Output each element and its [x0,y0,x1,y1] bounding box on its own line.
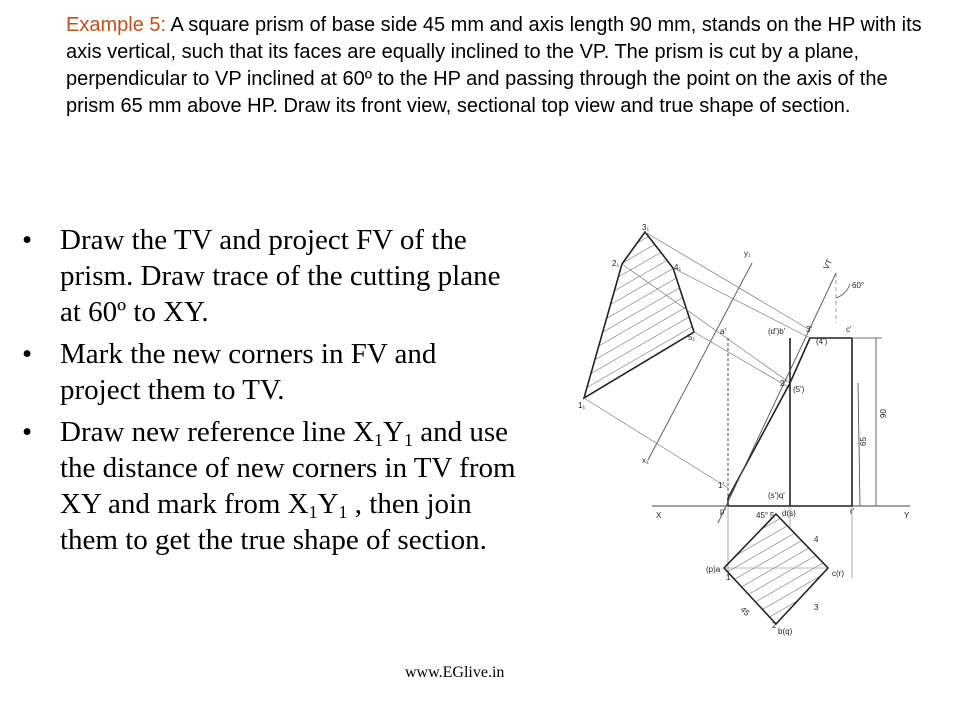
label-d-b-prime: (d')b' [768,327,786,336]
bullet-marker: • [22,338,33,370]
front-view [728,338,852,506]
label-x: X [656,511,662,520]
label-a-prime: a' [720,327,726,336]
label-ts-2: 2₁ [612,259,620,268]
label-tv-pa: (p)a [706,565,721,574]
label-y: Y [904,511,910,520]
bullet-marker: • [22,416,33,448]
dimension-lines [852,338,882,506]
problem-statement [66,12,936,120]
label-tv-ds: d(s) [782,509,796,518]
projection-drawing [560,218,930,658]
label-y1: y₁ [744,249,751,258]
label-tv-4: 4 [814,535,819,544]
label-dim65: 65 [859,437,868,446]
label-p-prime: p' [720,507,726,516]
label-4-prime: (4') [816,337,828,346]
label-2-prime: 2' [780,379,786,388]
label-tv-1: 1 [726,573,731,582]
label-ts-5: 5₁ [688,333,696,342]
label-ts-3: 3₁ [642,223,650,232]
bullet-marker: • [22,224,33,256]
problem-body: A square prism of base side 45 mm and axis length 90 mm, stands on the HP with its axis vertical, such that its faces are equally inclined to the VP. The prism is cut by a plane, perpendicular to VP inclined at 60º to the HP and passing through the point on the axis of the prism 65 mm above HP. Draw its front view, sectional top view and true shape of section. [66,14,922,117]
label-tv-2: 2 [772,621,777,630]
instruction-1: Draw the TV and project FV of the prism. Draw trace of the cutting plane at 60º to XY. [60,224,501,328]
label-tv-3: 3 [814,603,819,612]
label-angle45: 45° [756,511,769,520]
footer-url: www.EGlive.in [405,664,505,681]
label-angle60: 60° [852,281,865,290]
true-shape-section [584,232,694,398]
list-item [22,336,522,408]
list-item [22,222,522,330]
label-s-q-prime: (s')q' [768,491,785,500]
instruction-2: Mark the new corners in FV and project them to TV. [60,338,437,406]
problem-lead: Example 5: [66,14,167,36]
label-dim90: 90 [879,409,888,418]
label-tv-cr: c(r) [832,569,844,578]
label-ts-1: 1₁ [578,401,586,410]
label-tv-bq: b(q) [778,627,793,636]
label-vt: VT [821,257,835,271]
label-ts-4: 4₁ [674,263,682,272]
list-item [22,414,522,558]
label-x1: x₁ [642,456,649,465]
top-view-square [724,514,828,624]
label-3-prime: 3' [806,325,812,334]
label-1-prime: 1' [718,481,724,490]
label-c-prime: c' [846,325,852,334]
instruction-list [22,222,522,564]
instruction-3: Draw new reference line $X_1Y_1$ and use the distance of new corners in TV from XY and mark from $X_1Y_1$ , then join them to get the true shape of section. [60,416,516,556]
label-tv-5: 5 [770,511,775,520]
label-dim45: 45 [738,605,752,618]
angle-arc-60 [836,284,850,298]
label-5-prime: (5') [793,385,805,394]
label-r-prime: r' [850,507,855,516]
